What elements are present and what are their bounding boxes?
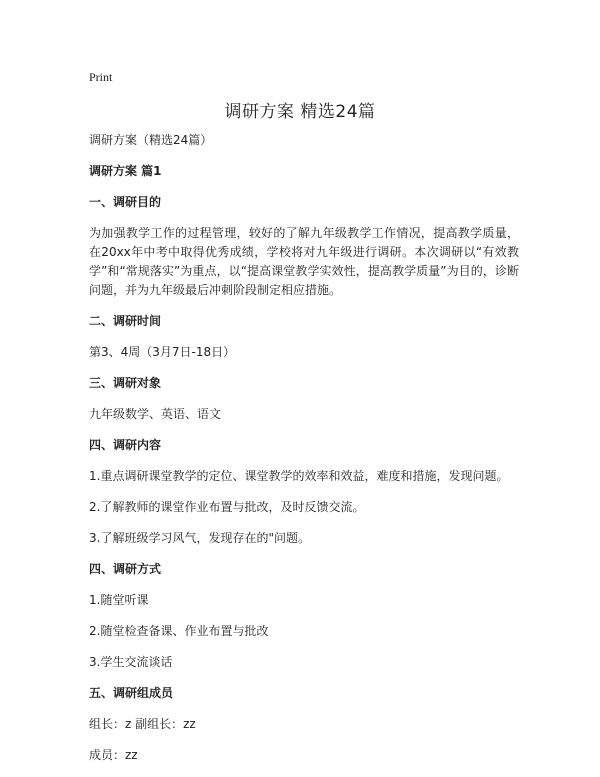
part-heading: 调研方案 篇1 (89, 164, 162, 178)
section-heading-target: 三、调研对象 (89, 376, 162, 390)
list-item: 3.了解班级学习风气，发现存在的"问题。 (89, 531, 310, 545)
target-paragraph: 九年级数学、英语、语文 (89, 407, 222, 421)
purpose-paragraph: 为加强教学工作的过程管理，较好的了解九年级教学工作情况，提高教学质量，在20xx年中考中取得优秀成绩，学校将对九年级进行调研。本次调研以“有效教学”和“常规落实”为重点，以“提高课堂教学实效性，提高教学质量”为目的，诊断问题，并为九年级最后冲刺阶段制定相应措施。 (89, 226, 519, 297)
members-leader: 组长：z 副组长：zz (89, 717, 196, 731)
document-body (89, 131, 519, 777)
section-heading-members: 五、调研组成员 (89, 686, 174, 700)
list-item: 2.了解教师的课堂作业布置与批改，及时反馈交流。 (89, 500, 365, 514)
page-title: 调研方案 精选24篇 (224, 102, 376, 122)
list-item: 1.重点调研课堂教学的定位、课堂教学的效率和效益，难度和措施，发现问题。 (89, 469, 509, 483)
section-heading-method: 四、调研方式 (89, 562, 162, 576)
section-heading-content: 四、调研内容 (89, 438, 162, 452)
list-item: 1.随堂听课 (89, 593, 149, 607)
print-link[interactable]: Print (89, 70, 113, 84)
section-heading-time: 二、调研时间 (89, 314, 162, 328)
list-item: 2.随堂检查备课、作业布置与批改 (89, 624, 269, 638)
time-paragraph: 第3、4周（3月7日-18日） (89, 345, 236, 359)
document-subtitle: 调研方案（精选24篇） (89, 133, 213, 147)
members-list: 成员：zz (89, 748, 138, 762)
list-item: 3.学生交流谈话 (89, 655, 173, 669)
section-heading-purpose: 一、调研目的 (89, 195, 162, 209)
